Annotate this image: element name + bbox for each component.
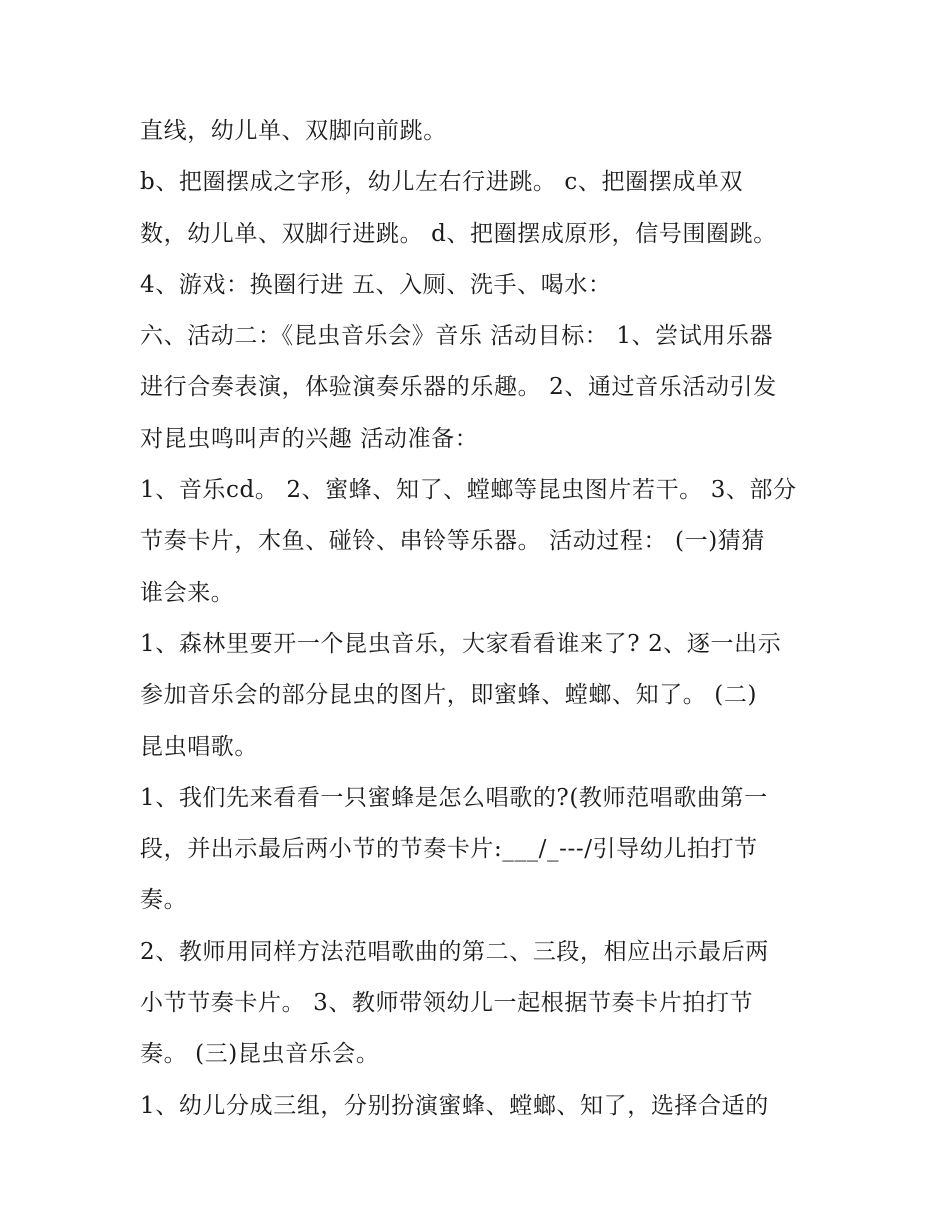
text-line: 进行合奏表演，体验演奏乐器的乐趣。 2、通过音乐活动引发 — [140, 374, 777, 401]
text-line: 数，幼儿单、双脚行进跳。 d、把圈摆成原形，信号围圈跳。 — [140, 220, 777, 247]
text-line: 直线，幼儿单、双脚向前跳。 — [140, 118, 447, 144]
text-line: 奏。 — [140, 887, 188, 914]
text-line: b、把圈摆成之字形，幼儿左右行进跳。 c、把圈摆成单双 — [140, 169, 744, 196]
text-line: 六、活动二：《昆虫音乐会》音乐 活动目标： 1、尝试用乐器 — [140, 323, 774, 350]
text-line: 奏。 (三)昆虫音乐会。 — [140, 1041, 380, 1068]
text-line: 段，并出示最后两小节的节奏卡片:___/_---/引导幼儿拍打节 — [140, 836, 758, 863]
document-body — [140, 106, 820, 1132]
text-line: 1、我们先来看看一只蜜蜂是怎么唱歌的?(教师范唱歌曲第一 — [140, 784, 768, 811]
text-line: 参加音乐会的部分昆虫的图片，即蜜蜂、螳螂、知了。 (二) — [140, 682, 758, 709]
text-line: 2、教师用同样方法范唱歌曲的第二、三段，相应出示最后两 — [140, 938, 769, 965]
text-line: 1、幼儿分成三组，分别扮演蜜蜂、螳螂、知了，选择合适的 — [140, 1092, 769, 1119]
text-line: 4、游戏：换圈行进 五、入厕、洗手、喝水： — [140, 271, 612, 298]
text-line: 小节节奏卡片。 3、教师带领幼儿一起根据节奏卡片拍打节 — [140, 990, 754, 1017]
text-line: 1、音乐cd。 2、蜜蜂、知了、螳螂等昆虫图片若干。 3、部分 — [140, 477, 797, 504]
text-line: 对昆虫鸣叫声的兴趣 活动准备： — [140, 425, 479, 452]
text-line: 昆虫唱歌。 — [140, 733, 258, 760]
text-line: 1、森林里要开一个昆虫音乐，大家看看谁来了? 2、逐一出示 — [140, 630, 782, 657]
text-line: 谁会来。 — [140, 579, 235, 606]
text-line: 节奏卡片，木鱼、碰铃、串铃等乐器。 活动过程： (一)猜猜 — [140, 528, 765, 555]
